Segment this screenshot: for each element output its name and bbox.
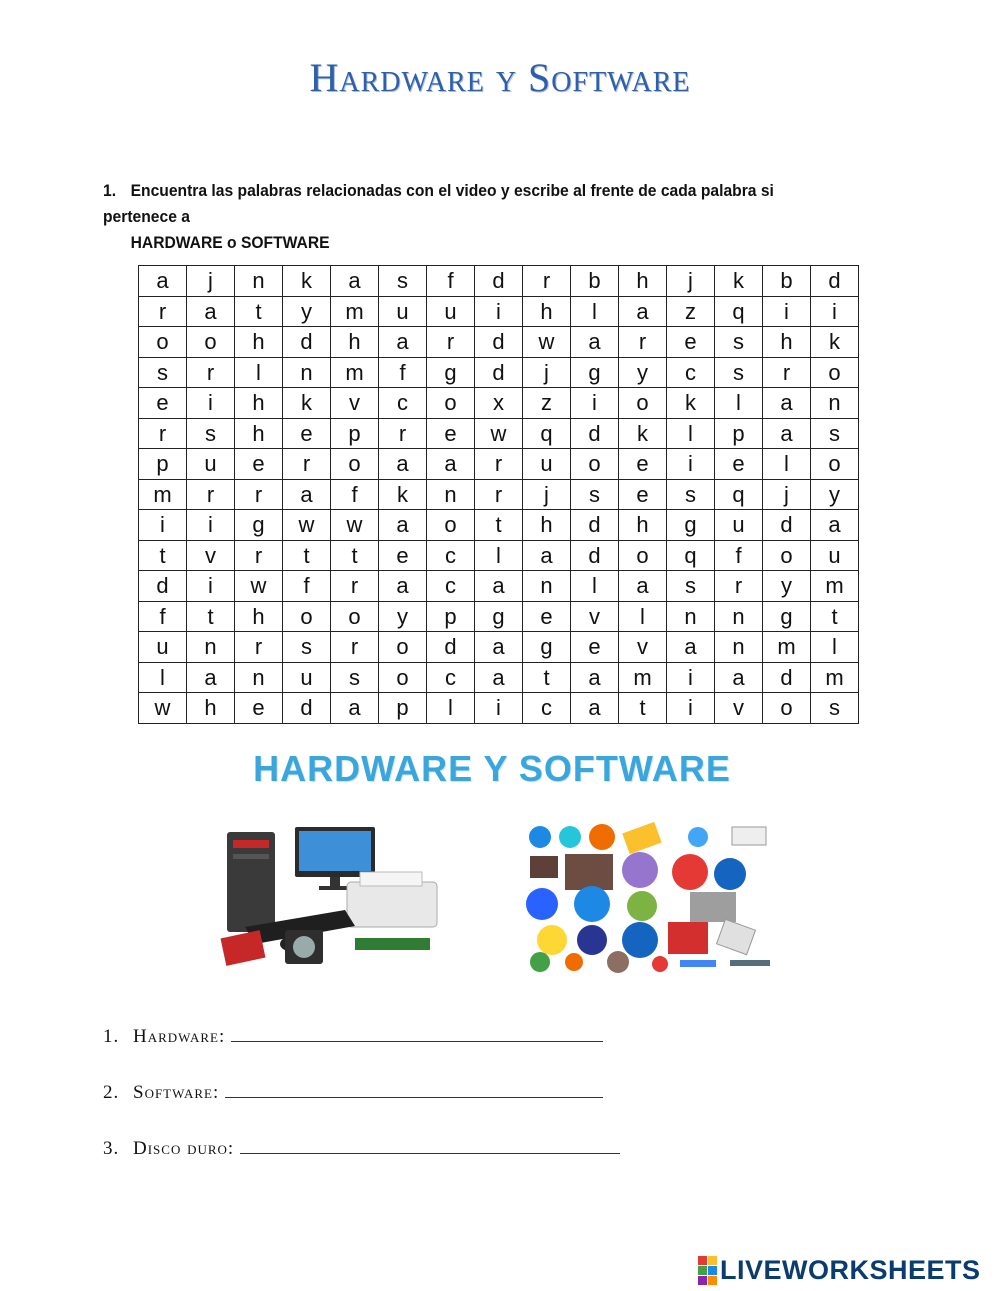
question-1-label: Hardware: [133,1026,226,1047]
grid-cell[interactable]: h [523,296,571,327]
grid-cell[interactable]: h [235,388,283,419]
instruction-line-1: Encuentra las palabras relacionadas con el video y escribe al frente de cada palabra si pertenece a [103,181,774,226]
grid-cell[interactable]: a [619,296,667,327]
grid-cell[interactable]: a [571,662,619,693]
grid-cell[interactable]: i [667,449,715,480]
grid-cell[interactable]: l [667,418,715,449]
software-image [520,822,782,978]
liveworksheets-logo [698,1253,981,1287]
grid-cell[interactable]: o [811,357,859,388]
grid-cell[interactable]: n [715,601,763,632]
grid-cell[interactable]: v [187,540,235,571]
grid-cell[interactable]: t [235,296,283,327]
question-2 [103,1082,603,1104]
grid-cell[interactable]: r [523,266,571,297]
grid-cell[interactable]: f [715,540,763,571]
grid-cell[interactable]: o [187,327,235,358]
grid-cell[interactable]: y [283,296,331,327]
grid-cell[interactable]: o [763,540,811,571]
grid-cell[interactable]: i [187,388,235,419]
grid-cell[interactable]: h [235,601,283,632]
grid-cell[interactable]: t [475,510,523,541]
grid-cell[interactable]: y [763,571,811,602]
answer-line-3[interactable] [240,1139,620,1154]
grid-cell[interactable]: h [763,327,811,358]
grid-cell[interactable]: a [619,571,667,602]
grid-cell[interactable]: t [187,601,235,632]
grid-row [139,540,859,571]
grid-cell[interactable]: l [571,296,619,327]
grid-cell[interactable]: p [331,418,379,449]
grid-cell[interactable]: e [715,449,763,480]
grid-cell[interactable]: w [331,510,379,541]
grid-cell[interactable]: a [523,540,571,571]
grid-row [139,449,859,480]
grid-row [139,510,859,541]
grid-cell[interactable]: r [139,418,187,449]
grid-cell[interactable]: r [283,449,331,480]
grid-cell[interactable]: l [811,632,859,663]
grid-cell[interactable]: d [475,357,523,388]
grid-cell[interactable]: g [235,510,283,541]
grid-cell[interactable]: i [667,693,715,724]
grid-cell[interactable]: d [475,266,523,297]
grid-cell[interactable]: s [811,693,859,724]
grid-cell[interactable]: o [619,540,667,571]
grid-cell[interactable]: q [715,479,763,510]
grid-cell[interactable]: p [715,418,763,449]
grid-cell[interactable]: m [331,357,379,388]
grid-cell[interactable]: v [715,693,763,724]
grid-cell[interactable]: r [235,540,283,571]
grid-cell[interactable]: i [571,388,619,419]
instruction-line-2: HARDWARE o SOFTWARE [130,233,330,252]
grid-cell[interactable]: t [811,601,859,632]
grid-cell[interactable]: t [619,693,667,724]
grid-cell[interactable]: e [379,540,427,571]
grid-cell[interactable]: j [667,266,715,297]
grid-row [139,327,859,358]
grid-cell[interactable]: u [283,662,331,693]
grid-cell[interactable]: o [427,388,475,419]
grid-cell[interactable]: o [619,388,667,419]
grid-cell[interactable]: y [811,479,859,510]
grid-cell[interactable]: n [715,632,763,663]
grid-cell[interactable]: c [427,540,475,571]
grid-cell[interactable]: n [187,632,235,663]
grid-cell[interactable]: s [139,357,187,388]
logo-icon [698,1256,717,1285]
grid-cell[interactable]: w [235,571,283,602]
grid-row [139,357,859,388]
grid-cell[interactable]: e [235,693,283,724]
grid-cell[interactable]: d [571,540,619,571]
grid-cell[interactable]: f [283,571,331,602]
grid-row [139,693,859,724]
grid-cell[interactable]: n [667,601,715,632]
grid-cell[interactable]: c [523,693,571,724]
grid-cell[interactable]: i [139,510,187,541]
grid-cell[interactable]: o [379,662,427,693]
grid-cell[interactable]: r [187,479,235,510]
grid-cell[interactable]: d [571,510,619,541]
grid-cell[interactable]: f [379,357,427,388]
grid-cell[interactable]: w [283,510,331,541]
grid-cell[interactable]: d [571,418,619,449]
grid-cell[interactable]: g [427,357,475,388]
grid-cell[interactable]: k [283,266,331,297]
grid-cell[interactable]: a [667,632,715,663]
grid-cell[interactable]: r [235,632,283,663]
answer-line-2[interactable] [225,1083,603,1098]
grid-row [139,601,859,632]
grid-cell[interactable]: k [619,418,667,449]
grid-cell[interactable]: v [619,632,667,663]
grid-cell[interactable]: i [187,510,235,541]
grid-cell[interactable]: c [427,662,475,693]
grid-cell[interactable]: a [475,662,523,693]
grid-cell[interactable]: u [187,449,235,480]
grid-cell[interactable]: e [667,327,715,358]
grid-cell[interactable]: i [811,296,859,327]
grid-cell[interactable]: k [811,327,859,358]
grid-cell[interactable]: r [139,296,187,327]
grid-cell[interactable]: c [379,388,427,419]
grid-cell[interactable]: k [667,388,715,419]
grid-cell[interactable]: r [187,357,235,388]
grid-cell[interactable]: o [283,601,331,632]
grid-cell[interactable]: h [331,327,379,358]
grid-cell[interactable]: t [331,540,379,571]
grid-row [139,632,859,663]
grid-cell[interactable]: n [235,266,283,297]
grid-cell[interactable]: r [331,632,379,663]
grid-cell[interactable]: h [523,510,571,541]
instruction [103,178,848,256]
page-title: Hardware y Software [309,55,691,100]
grid-row [139,388,859,419]
grid-cell[interactable]: t [139,540,187,571]
grid-cell[interactable]: c [427,571,475,602]
grid-cell[interactable]: i [475,296,523,327]
grid-cell[interactable]: n [427,479,475,510]
grid-cell[interactable]: b [763,266,811,297]
grid-cell[interactable]: j [523,357,571,388]
grid-cell[interactable]: x [475,388,523,419]
grid-cell[interactable]: r [715,571,763,602]
grid-cell[interactable]: m [763,632,811,663]
grid-cell[interactable]: a [763,418,811,449]
grid-cell[interactable]: a [379,510,427,541]
grid-cell[interactable]: r [427,327,475,358]
grid-cell[interactable]: e [619,479,667,510]
grid-cell[interactable]: g [475,601,523,632]
grid-cell[interactable]: g [523,632,571,663]
grid-cell[interactable]: o [379,632,427,663]
grid-cell[interactable]: a [187,296,235,327]
grid-cell[interactable]: l [763,449,811,480]
grid-cell[interactable]: y [379,601,427,632]
grid-cell[interactable]: a [331,693,379,724]
grid-cell[interactable]: a [379,571,427,602]
grid-cell[interactable]: a [571,327,619,358]
grid-cell[interactable]: z [667,296,715,327]
question-2-number: 2. [103,1082,120,1103]
grid-cell[interactable]: a [379,449,427,480]
grid-cell[interactable]: w [139,693,187,724]
grid-cell[interactable]: d [811,266,859,297]
grid-cell[interactable]: r [331,571,379,602]
grid-cell[interactable]: e [139,388,187,419]
grid-cell[interactable]: k [283,388,331,419]
printer-icon [347,882,437,927]
grid-cell[interactable]: m [811,662,859,693]
banner-title: HARDWARE Y SOFTWARE [253,748,731,789]
grid-cell[interactable]: m [811,571,859,602]
grid-cell[interactable]: z [523,388,571,419]
grid-cell[interactable]: l [427,693,475,724]
answer-line-1[interactable] [231,1027,603,1042]
grid-cell[interactable]: i [667,662,715,693]
grid-cell[interactable]: n [283,357,331,388]
question-1-number: 1. [103,1026,120,1047]
grid-cell[interactable]: s [667,479,715,510]
grid-cell[interactable]: o [763,693,811,724]
grid-cell[interactable]: a [139,266,187,297]
grid-row [139,296,859,327]
grid-cell[interactable]: h [235,327,283,358]
grid-cell[interactable]: f [331,479,379,510]
grid-cell[interactable]: r [763,357,811,388]
grid-cell[interactable]: u [715,510,763,541]
grid-cell[interactable]: d [427,632,475,663]
grid-cell[interactable]: e [235,449,283,480]
grid-cell[interactable]: a [427,449,475,480]
grid-cell[interactable]: h [235,418,283,449]
grid-cell[interactable]: g [667,510,715,541]
grid-cell[interactable]: u [427,296,475,327]
grid-cell[interactable]: u [523,449,571,480]
grid-cell[interactable]: c [667,357,715,388]
grid-cell[interactable]: h [619,510,667,541]
grid-cell[interactable]: h [619,266,667,297]
grid-cell[interactable]: l [475,540,523,571]
grid-cell[interactable]: w [475,418,523,449]
grid-cell[interactable]: o [811,449,859,480]
grid-cell[interactable]: j [523,479,571,510]
grid-cell[interactable]: e [427,418,475,449]
grid-cell[interactable]: r [379,418,427,449]
grid-cell[interactable]: a [763,388,811,419]
grid-cell[interactable]: d [763,662,811,693]
grid-cell[interactable]: s [715,357,763,388]
grid-cell[interactable]: p [379,693,427,724]
grid-cell[interactable]: r [619,327,667,358]
grid-cell[interactable]: d [475,327,523,358]
grid-cell[interactable]: a [283,479,331,510]
word-search-grid [138,265,859,724]
ram-icon [355,938,430,950]
grid-cell[interactable]: n [811,388,859,419]
grid-cell[interactable]: a [379,327,427,358]
grid-cell[interactable]: a [475,632,523,663]
grid-cell[interactable]: s [187,418,235,449]
grid-cell[interactable]: k [715,266,763,297]
grid-cell[interactable]: g [763,601,811,632]
grid-cell[interactable]: o [571,449,619,480]
grid-cell[interactable]: r [475,479,523,510]
grid-cell[interactable]: n [523,571,571,602]
question-3-label: Disco duro: [133,1138,235,1159]
question-1 [103,1026,603,1048]
grid-cell[interactable]: a [187,662,235,693]
grid-cell[interactable]: f [427,266,475,297]
grid-cell[interactable]: g [571,357,619,388]
grid-row [139,266,859,297]
grid-cell[interactable]: k [379,479,427,510]
grid-cell[interactable]: a [811,510,859,541]
grid-cell[interactable]: m [139,479,187,510]
grid-cell[interactable]: m [619,662,667,693]
grid-cell[interactable]: t [523,662,571,693]
grid-cell[interactable]: e [523,601,571,632]
grid-cell[interactable]: i [187,571,235,602]
grid-cell[interactable]: t [283,540,331,571]
grid-cell[interactable]: j [187,266,235,297]
grid-cell[interactable]: a [571,693,619,724]
grid-cell[interactable]: l [235,357,283,388]
grid-cell[interactable]: v [331,388,379,419]
question-3 [103,1138,620,1160]
grid-cell[interactable]: q [523,418,571,449]
grid-row [139,418,859,449]
grid-cell[interactable]: f [139,601,187,632]
grid-cell[interactable]: y [619,357,667,388]
grid-cell[interactable]: a [715,662,763,693]
grid-cell[interactable]: o [331,449,379,480]
question-2-label: Software: [133,1082,220,1103]
grid-cell[interactable]: s [667,571,715,602]
grid-cell[interactable]: d [283,327,331,358]
grid-cell[interactable]: l [619,601,667,632]
grid-cell[interactable]: j [763,479,811,510]
grid-cell[interactable]: e [571,632,619,663]
grid-cell[interactable]: p [427,601,475,632]
grid-cell[interactable]: d [283,693,331,724]
grid-cell[interactable]: i [475,693,523,724]
question-3-number: 3. [103,1138,120,1159]
grid-cell[interactable]: v [571,601,619,632]
grid-cell[interactable]: s [811,418,859,449]
instruction-number: 1. [103,181,117,200]
grid-row [139,479,859,510]
grid-cell[interactable]: n [235,662,283,693]
grid-cell[interactable]: s [283,632,331,663]
grid-cell[interactable]: r [235,479,283,510]
grid-cell[interactable]: u [811,540,859,571]
grid-cell[interactable]: s [331,662,379,693]
grid-cell[interactable]: m [331,296,379,327]
grid-cell[interactable]: a [475,571,523,602]
grid-cell[interactable]: o [139,327,187,358]
grid-cell[interactable]: q [667,540,715,571]
grid-cell[interactable]: e [283,418,331,449]
grid-cell[interactable]: l [571,571,619,602]
grid-cell[interactable]: l [715,388,763,419]
grid-cell[interactable]: u [139,632,187,663]
logo-text: LIVEWORKSHEETS [720,1254,981,1285]
grid-cell[interactable]: i [763,296,811,327]
grid-row [139,662,859,693]
grid-cell[interactable]: q [715,296,763,327]
grid-cell[interactable]: d [139,571,187,602]
hardware-image [215,822,445,977]
grid-cell[interactable]: w [523,327,571,358]
grid-cell[interactable]: s [571,479,619,510]
grid-cell[interactable]: h [187,693,235,724]
grid-cell[interactable]: o [331,601,379,632]
grid-cell[interactable]: u [379,296,427,327]
grid-cell[interactable]: p [139,449,187,480]
grid-cell[interactable]: d [763,510,811,541]
grid-cell[interactable]: b [571,266,619,297]
grid-cell[interactable]: r [475,449,523,480]
grid-row [139,571,859,602]
grid-cell[interactable]: s [379,266,427,297]
grid-cell[interactable]: l [139,662,187,693]
graphics-card-icon [221,930,266,966]
grid-cell[interactable]: e [619,449,667,480]
grid-cell[interactable]: o [427,510,475,541]
grid-cell[interactable]: a [331,266,379,297]
grid-cell[interactable]: s [715,327,763,358]
